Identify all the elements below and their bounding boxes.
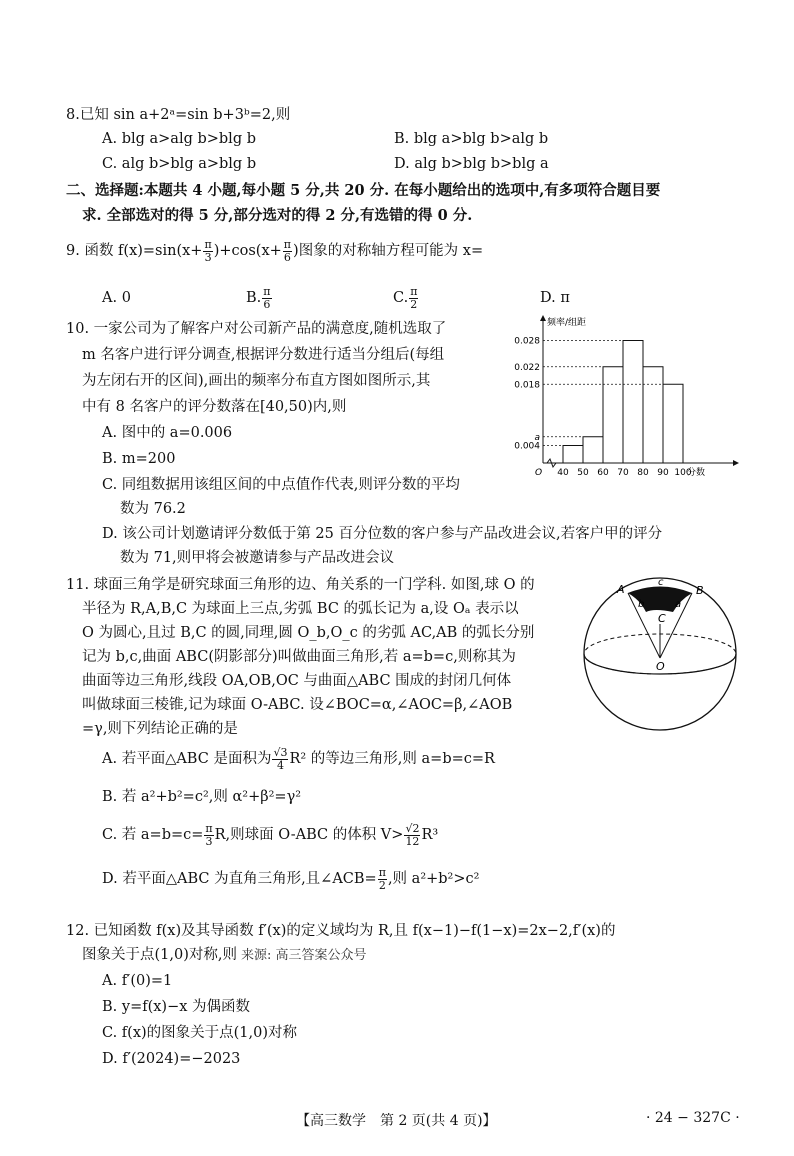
fig-label-c-arc: c xyxy=(658,577,664,588)
y-tick-label: 0.004 xyxy=(514,441,540,452)
q12-line1: 12. 已知函数 f(x)及其导函数 f′(x)的定义域均为 R,且 f(x−1)−f(1−x)=2x−2,f′(x)的 xyxy=(66,923,616,939)
footer-code: · 24 − 327C · xyxy=(646,1110,740,1126)
q9-option-b: B. $\frac{\pi}{6}$ xyxy=(246,284,271,311)
q12-line2: 图象关于点(1,0)对称,则 来源: 高三答案公众号 xyxy=(82,947,367,963)
q9-option-a: A. 0 xyxy=(102,290,131,306)
fig-label-b-arc: b xyxy=(638,599,645,610)
q11-line7: =γ,则下列结论正确的是 xyxy=(82,721,238,737)
y-tick-label: a xyxy=(534,432,540,443)
q9-stem: 9. 函数 f(x)=sin(x+ $\frac{\pi}{3}$ )+cos(x+ $\frac{\pi}{6}$ )图象的对称轴方程可能为 x= xyxy=(66,237,484,264)
q11-line6: 叫做球面三棱锥,记为球面 O-ABC. 设∠BOC=α,∠AOC=β,∠AOB xyxy=(82,697,513,713)
histogram-bar xyxy=(563,446,583,464)
y-tick-label: 0.018 xyxy=(514,380,540,391)
fraction-pi-6: $\frac{\pi}{6}$ xyxy=(283,237,292,264)
q11-option-b: B. 若 a²+b²=c²,则 α²+β²=γ² xyxy=(102,789,302,805)
sphere-figure xyxy=(580,572,740,732)
section2-line1: 二、选择题:本题共 4 小题,每小题 5 分,共 20 分. 在每小题给出的选项中,有多项符合题目要 xyxy=(66,182,661,199)
q11-line5: 曲面等边三角形,线段 OA,OB,OC 与曲面△ABC 围成的封闭几何体 xyxy=(82,673,512,689)
x-axis-arrow xyxy=(733,460,739,466)
q8-option-c: C. alg b>blg a>blg b xyxy=(102,156,257,172)
histogram-bar xyxy=(643,367,663,463)
y-axis-arrow xyxy=(540,315,546,321)
y-tick-label: 0.028 xyxy=(514,336,540,347)
fig-label-b-point: B xyxy=(696,584,704,597)
x-tick-label: 50 xyxy=(577,468,589,478)
q8-option-d: D. alg b>blg b>blg a xyxy=(394,156,549,172)
histogram-bar xyxy=(623,341,643,464)
q10-option-d-line2: 数为 71,则甲将会被邀请参与产品改进会议 xyxy=(120,550,395,566)
fraction-pi-3: $\frac{\pi}{3}$ xyxy=(204,237,212,264)
q12-option-b: B. y=f(x)−x 为偶函数 xyxy=(102,999,251,1015)
q10-option-d-line1: D. 该公司计划邀请评分数低于第 25 百分位数的客户参与产品改进会议,若客户甲的评分 xyxy=(102,526,663,542)
fig-label-o-point: O xyxy=(656,660,665,673)
q11-option-a: A. 若平面△ABC 是面积为 $\frac{√3}{4}$ R² 的等边三角形,则 a=b=c=R xyxy=(102,745,495,772)
x-axis-label: 分数 xyxy=(687,468,706,478)
q10-line1: 10. 一家公司为了解客户对公司新产品的满意度,随机选取了 xyxy=(66,321,447,337)
q8-stem: 8.已知 sin a+2ᵃ=sin b+3ᵇ=2,则 xyxy=(66,107,291,123)
x-tick-label: 70 xyxy=(617,468,629,478)
q11-line3: O 为圆心,且过 B,C 的圆,同理,圆 O_b,O_c 的劣弧 AC,AB 的弧长分别 xyxy=(82,625,535,641)
footer-page-info: 【高三数学 第 2 页(共 4 页)】 xyxy=(296,1113,497,1129)
histogram-bar xyxy=(583,437,603,463)
fig-label-c-point: C xyxy=(658,612,666,625)
histogram-bar xyxy=(603,367,623,463)
q10-option-c-line1: C. 同组数据用该组区间的中点值作代表,则评分数的平均 xyxy=(102,477,460,493)
x-tick-label: 60 xyxy=(597,468,609,478)
q8-option-b: B. blg a>blg b>alg b xyxy=(394,131,549,147)
y-axis-label: 频率/组距 xyxy=(547,318,587,328)
origin-label: O xyxy=(535,468,543,478)
section2-line2: 求. 全部选对的得 5 分,部分选对的得 2 分,有选错的得 0 分. xyxy=(82,207,473,224)
histogram-bar xyxy=(663,384,683,463)
x-tick-label: 40 xyxy=(557,468,569,478)
q12-option-d: D. f′(2024)=−2023 xyxy=(102,1051,241,1067)
x-tick-label: 80 xyxy=(637,468,649,478)
y-tick-label: 0.022 xyxy=(514,362,540,373)
source-note: 来源: 高三答案公众号 xyxy=(240,948,367,963)
q12-option-a: A. f′(0)=1 xyxy=(102,973,173,989)
fig-label-a-point: A xyxy=(617,583,625,596)
q10-option-b: B. m=200 xyxy=(102,451,176,467)
q10-line2: m 名客户进行评分调查,根据评分数进行适当分组后(每组 xyxy=(82,347,445,363)
histogram-chart xyxy=(505,315,740,480)
q11-line4: 记为 b,c,曲面 ABC(阴影部分)叫做曲面三角形,若 a=b=c,则称其为 xyxy=(82,649,516,665)
q11-line1: 11. 球面三角学是研究球面三角形的边、角关系的一门学科. 如图,球 O 的 xyxy=(66,577,535,593)
q12-option-c: C. f(x)的图象关于点(1,0)对称 xyxy=(102,1025,298,1041)
q11-line2: 半径为 R,A,B,C 为球面上三点,劣弧 BC 的弧长记为 a,设 Oₐ 表示以 xyxy=(82,601,519,617)
x-tick-label: 90 xyxy=(657,468,669,478)
q10-line4: 中有 8 名客户的评分数落在[40,50)内,则 xyxy=(82,399,347,415)
q9-option-c: C. $\frac{\pi}{2}$ xyxy=(393,284,418,311)
q9-option-d: D. π xyxy=(540,290,570,306)
q10-option-a: A. 图中的 a=0.006 xyxy=(102,425,233,441)
fig-label-a-arc: a xyxy=(675,599,682,610)
q11-option-c: C. 若 a=b=c= $\frac{\pi}{3}$ R,则球面 O-ABC 的体积 V> $\frac{√2}{12}$ R³ xyxy=(102,821,439,848)
q10-line3: 为左闭右开的区间),画出的频率分布直方图如图所示,其 xyxy=(82,373,431,389)
q8-option-a: A. blg a>alg b>blg b xyxy=(102,131,256,147)
q10-option-c-line2: 数为 76.2 xyxy=(120,501,186,517)
x-tick-label: 100 xyxy=(674,468,692,478)
q11-option-d: D. 若平面△ABC 为直角三角形,且∠ACB= $\frac{\pi}{2}$ ,则 a²+b²>c² xyxy=(102,865,480,892)
